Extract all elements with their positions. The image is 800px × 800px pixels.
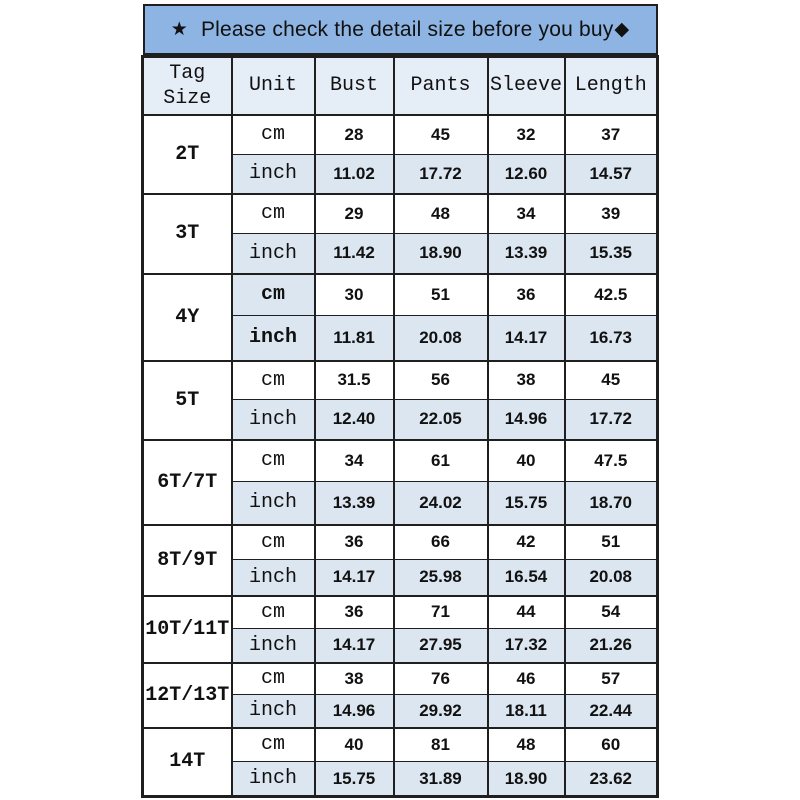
measurement-cell: 13.39 [488, 234, 565, 274]
table-row [143, 440, 658, 482]
measurement-cell: 54 [565, 596, 658, 629]
measurement-cell: 15.75 [488, 482, 565, 525]
table-row [143, 596, 658, 629]
unit-cell: cm [232, 663, 315, 695]
size-table-body [143, 115, 658, 797]
banner [143, 4, 658, 55]
table-row [143, 525, 658, 560]
measurement-cell: 14.17 [315, 629, 394, 663]
measurement-cell: 51 [394, 274, 488, 316]
unit-cell: cm [232, 194, 315, 234]
unit-cell: inch [232, 482, 315, 525]
measurement-cell: 27.95 [394, 629, 488, 663]
measurement-cell: 32 [488, 115, 565, 155]
table-row [143, 663, 658, 695]
measurement-cell: 36 [488, 274, 565, 316]
measurement-cell: 14.17 [315, 560, 394, 596]
measurement-cell: 56 [394, 361, 488, 400]
unit-cell: cm [232, 440, 315, 482]
unit-cell: cm [232, 596, 315, 629]
diamond-icon: ◆ [614, 19, 630, 40]
measurement-cell: 31.5 [315, 361, 394, 400]
measurement-cell: 14.96 [488, 400, 565, 440]
unit-cell: cm [232, 274, 315, 316]
measurement-cell: 31.89 [394, 762, 488, 797]
measurement-cell: 71 [394, 596, 488, 629]
table-row [143, 361, 658, 400]
measurement-cell: 18.11 [488, 695, 565, 728]
measurement-cell: 22.44 [565, 695, 658, 728]
table-row [143, 728, 658, 762]
measurement-cell: 13.39 [315, 482, 394, 525]
measurement-cell: 66 [394, 525, 488, 560]
unit-cell: inch [232, 560, 315, 596]
measurement-cell: 15.75 [315, 762, 394, 797]
measurement-cell: 76 [394, 663, 488, 695]
col-header-tag-size: Tag Size [143, 57, 232, 115]
measurement-cell: 42 [488, 525, 565, 560]
measurement-cell: 36 [315, 596, 394, 629]
table-row [143, 274, 658, 316]
unit-cell: cm [232, 115, 315, 155]
measurement-cell: 14.17 [488, 316, 565, 361]
measurement-cell: 29.92 [394, 695, 488, 728]
star-icon: ★ [170, 19, 188, 40]
header-row [143, 57, 658, 115]
measurement-cell: 44 [488, 596, 565, 629]
unit-cell: inch [232, 629, 315, 663]
measurement-cell: 48 [488, 728, 565, 762]
measurement-cell: 11.42 [315, 234, 394, 274]
measurement-cell: 11.81 [315, 316, 394, 361]
measurement-cell: 60 [565, 728, 658, 762]
size-label-cell: 10T/11T [143, 596, 232, 663]
measurement-cell: 15.35 [565, 234, 658, 274]
measurement-cell: 36 [315, 525, 394, 560]
measurement-cell: 18.90 [488, 762, 565, 797]
measurement-cell: 25.98 [394, 560, 488, 596]
measurement-cell: 51 [565, 525, 658, 560]
banner-text: Please check the detail size before you buy [200, 17, 614, 41]
measurement-cell: 17.72 [394, 155, 488, 194]
measurement-cell: 40 [488, 440, 565, 482]
unit-cell: inch [232, 316, 315, 361]
unit-cell: cm [232, 525, 315, 560]
size-table [141, 55, 659, 798]
measurement-cell: 40 [315, 728, 394, 762]
col-header-sleeve: Sleeve [488, 57, 565, 115]
size-label-cell: 3T [143, 194, 232, 274]
measurement-cell: 22.05 [394, 400, 488, 440]
measurement-cell: 17.32 [488, 629, 565, 663]
unit-cell: inch [232, 155, 315, 194]
measurement-cell: 45 [394, 115, 488, 155]
measurement-cell: 46 [488, 663, 565, 695]
measurement-cell: 28 [315, 115, 394, 155]
size-label-cell: 12T/13T [143, 663, 232, 728]
measurement-cell: 39 [565, 194, 658, 234]
measurement-cell: 16.54 [488, 560, 565, 596]
measurement-cell: 47.5 [565, 440, 658, 482]
measurement-cell: 18.90 [394, 234, 488, 274]
measurement-cell: 21.26 [565, 629, 658, 663]
col-header-length: Length [565, 57, 658, 115]
measurement-cell: 38 [488, 361, 565, 400]
measurement-cell: 42.5 [565, 274, 658, 316]
measurement-cell: 20.08 [565, 560, 658, 596]
measurement-cell: 34 [315, 440, 394, 482]
measurement-cell: 17.72 [565, 400, 658, 440]
size-label-cell: 4Y [143, 274, 232, 361]
measurement-cell: 18.70 [565, 482, 658, 525]
measurement-cell: 81 [394, 728, 488, 762]
unit-cell: inch [232, 695, 315, 728]
col-header-pants: Pants [394, 57, 488, 115]
measurement-cell: 48 [394, 194, 488, 234]
unit-cell: inch [232, 400, 315, 440]
measurement-cell: 38 [315, 663, 394, 695]
unit-cell: inch [232, 762, 315, 797]
size-table-header [143, 57, 658, 115]
measurement-cell: 34 [488, 194, 565, 234]
unit-cell: cm [232, 728, 315, 762]
measurement-cell: 30 [315, 274, 394, 316]
col-header-bust: Bust [315, 57, 394, 115]
measurement-cell: 16.73 [565, 316, 658, 361]
size-label-cell: 14T [143, 728, 232, 797]
col-header-unit: Unit [232, 57, 315, 115]
measurement-cell: 12.40 [315, 400, 394, 440]
measurement-cell: 14.96 [315, 695, 394, 728]
measurement-cell: 14.57 [565, 155, 658, 194]
measurement-cell: 45 [565, 361, 658, 400]
measurement-cell: 24.02 [394, 482, 488, 525]
table-row [143, 194, 658, 234]
table-row [143, 115, 658, 155]
measurement-cell: 23.62 [565, 762, 658, 797]
size-label-cell: 8T/9T [143, 525, 232, 596]
measurement-cell: 11.02 [315, 155, 394, 194]
size-label-cell: 6T/7T [143, 440, 232, 525]
measurement-cell: 29 [315, 194, 394, 234]
size-label-cell: 2T [143, 115, 232, 194]
measurement-cell: 57 [565, 663, 658, 695]
measurement-cell: 12.60 [488, 155, 565, 194]
unit-cell: inch [232, 234, 315, 274]
measurement-cell: 20.08 [394, 316, 488, 361]
measurement-cell: 61 [394, 440, 488, 482]
size-label-cell: 5T [143, 361, 232, 440]
measurement-cell: 37 [565, 115, 658, 155]
unit-cell: cm [232, 361, 315, 400]
